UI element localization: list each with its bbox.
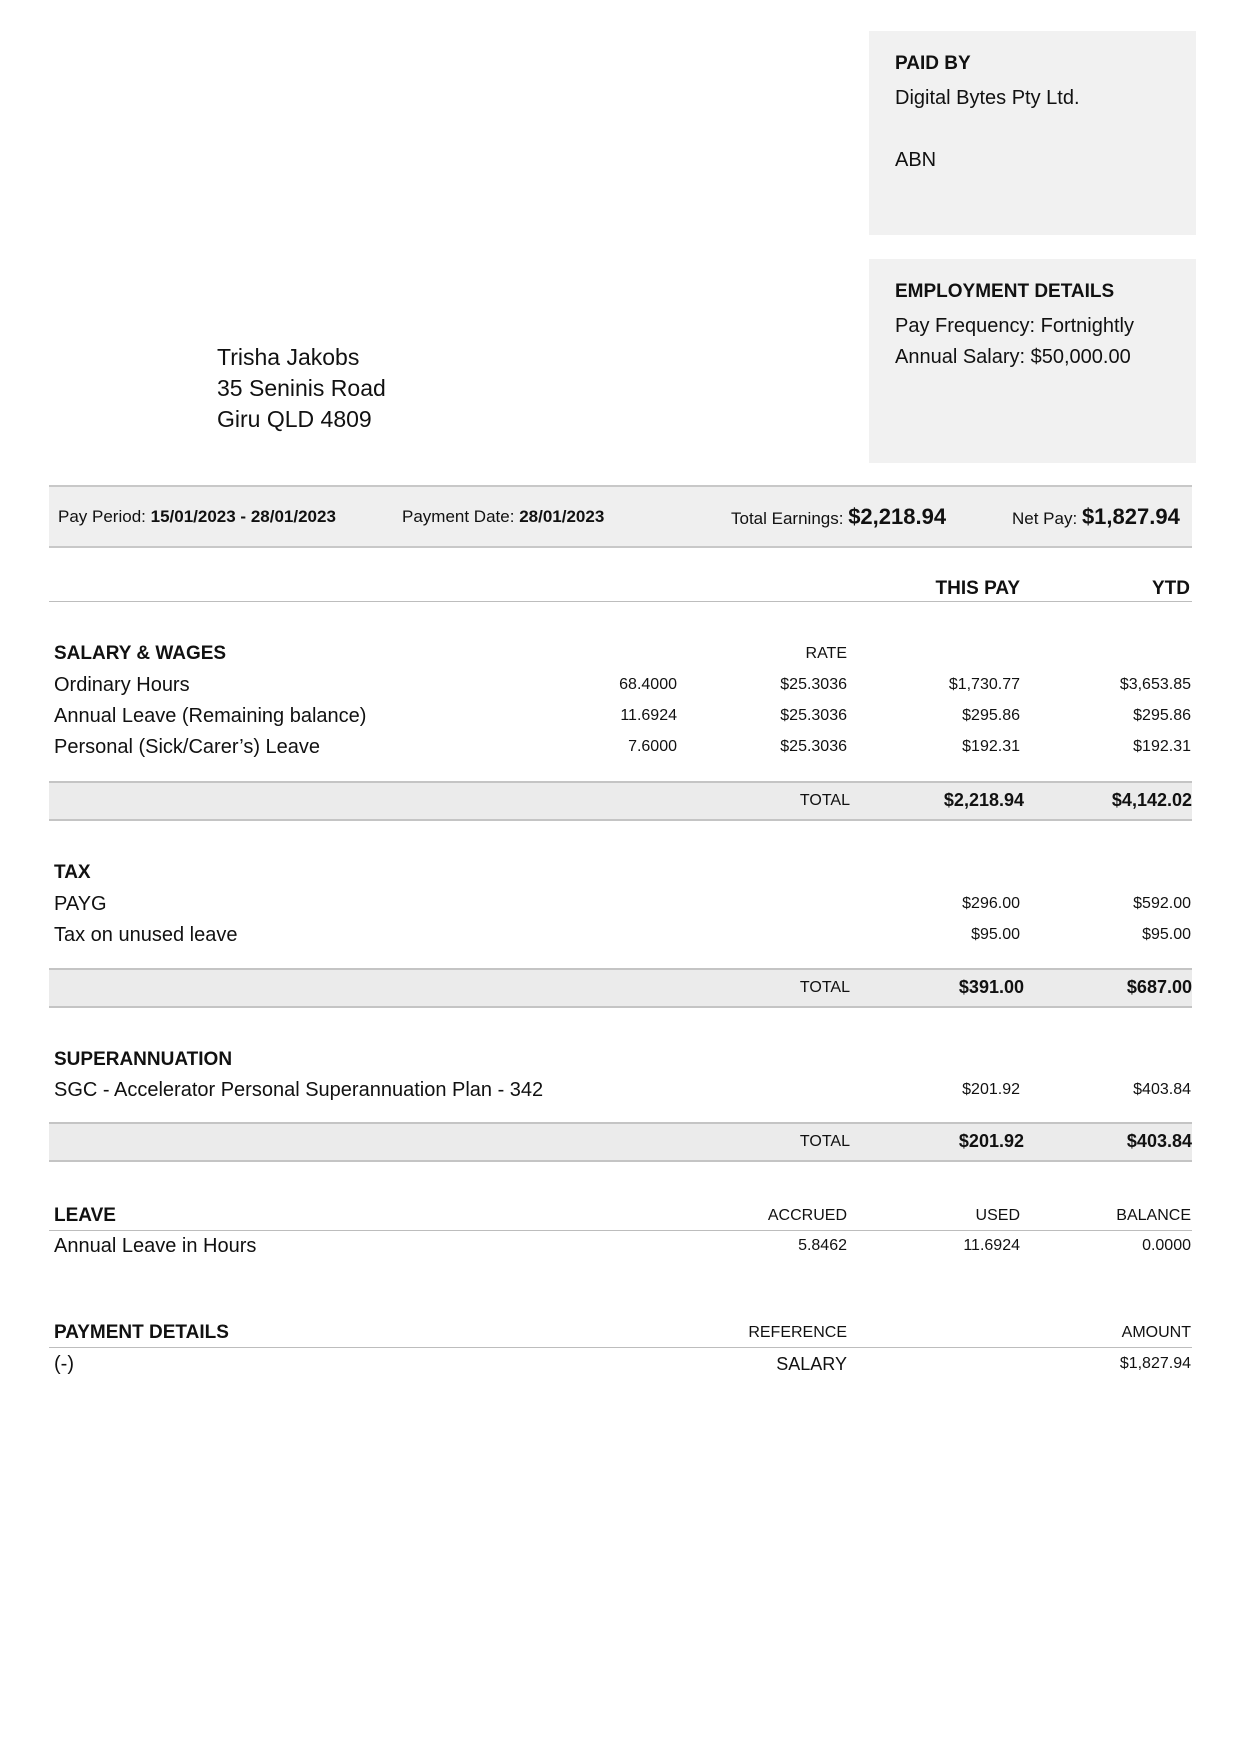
employment-heading: EMPLOYMENT DETAILS (895, 281, 1115, 302)
employment-details-box (869, 259, 1196, 463)
payment-date (402, 487, 604, 546)
tax-row-this-pay: $95.00 (971, 926, 1020, 943)
salary-row-ytd: $295.86 (1133, 707, 1191, 724)
leave-col-balance: BALANCE (1116, 1207, 1191, 1224)
leave-row-accrued: 5.8462 (798, 1237, 847, 1254)
tax-row-ytd: $95.00 (1142, 926, 1191, 943)
leave-row-label: Annual Leave in Hours (54, 1235, 257, 1257)
net-pay-value: $1,827.94 (1081, 504, 1180, 529)
payment-divider (49, 1347, 1192, 1348)
pay-period-label: Pay Period: (58, 507, 146, 526)
tax-row-label: Tax on unused leave (54, 924, 238, 946)
salary-row-ytd: $3,653.85 (1119, 676, 1191, 693)
pay-period (58, 487, 336, 546)
salary-total-this-pay: $2,218.94 (943, 790, 1024, 810)
salary-total-ytd: $4,142.02 (1111, 790, 1192, 810)
net-pay-label: Net Pay: (1012, 509, 1078, 528)
salary-total-label: TOTAL (799, 792, 850, 809)
payment-date-label: Payment Date: (402, 507, 515, 526)
abn-label: ABN (895, 149, 937, 171)
leave-row-balance: 0.0000 (1142, 1237, 1191, 1254)
header-divider (49, 601, 1192, 602)
payment-date-value: 28/01/2023 (519, 507, 605, 526)
tax-row-ytd: $592.00 (1133, 895, 1191, 912)
super-row-ytd: $403.84 (1133, 1081, 1191, 1098)
super-total-this-pay: $201.92 (958, 1131, 1024, 1151)
salary-row-ytd: $192.31 (1133, 738, 1191, 755)
salary-row-hours: 7.6000 (628, 738, 677, 755)
tax-heading: TAX (54, 862, 91, 883)
leave-row-used: 11.6924 (963, 1237, 1020, 1254)
salary-row-rate: $25.3036 (780, 676, 847, 693)
tax-row-label: PAYG (54, 893, 107, 915)
col-ytd: YTD (1152, 578, 1190, 599)
salary-row-rate: $25.3036 (780, 738, 847, 755)
salary-row-this-pay: $192.31 (962, 738, 1020, 755)
employee-street: 35 Seninis Road (217, 375, 386, 401)
net-pay (1012, 487, 1180, 548)
pay-summary-band (49, 485, 1192, 548)
leave-divider (49, 1230, 1192, 1231)
total-earnings-label: Total Earnings: (731, 509, 844, 528)
total-earnings-value: $2,218.94 (848, 504, 947, 529)
salary-row-this-pay: $1,730.77 (948, 676, 1020, 693)
paid-by-box (869, 31, 1196, 235)
salary-row-label: Ordinary Hours (54, 674, 190, 696)
col-this-pay: THIS PAY (935, 578, 1020, 599)
col-rate: RATE (805, 645, 847, 662)
leave-col-used: USED (975, 1207, 1020, 1224)
salary-row-hours: 68.4000 (619, 676, 677, 693)
paid-by-heading: PAID BY (895, 53, 971, 74)
tax-row-this-pay: $296.00 (962, 895, 1020, 912)
salary-row-label: Personal (Sick/Carer’s) Leave (54, 736, 321, 758)
pay-frequency: Pay Frequency: Fortnightly (895, 315, 1134, 337)
company-name: Digital Bytes Pty Ltd. (895, 87, 1080, 109)
leave-col-accrued: ACCRUED (767, 1207, 847, 1224)
employee-name: Trisha Jakobs (217, 344, 360, 370)
salary-row-label: Annual Leave (Remaining balance) (54, 705, 367, 727)
tax-total-ytd: $687.00 (1126, 977, 1192, 997)
super-row-this-pay: $201.92 (962, 1081, 1020, 1098)
leave-heading: LEAVE (54, 1205, 116, 1226)
payment-col-reference: REFERENCE (748, 1324, 847, 1341)
employee-city: Giru QLD 4809 (217, 406, 372, 432)
employee-address (217, 342, 386, 435)
salary-row-rate: $25.3036 (780, 707, 847, 724)
tax-total-label: TOTAL (799, 979, 850, 996)
salary-row-this-pay: $295.86 (962, 707, 1020, 724)
payment-heading: PAYMENT DETAILS (54, 1322, 229, 1343)
payment-row-reference: SALARY (776, 1354, 847, 1374)
annual-salary: Annual Salary: $50,000.00 (895, 346, 1131, 368)
payment-row-label: (-) (54, 1353, 74, 1375)
payment-col-amount: AMOUNT (1121, 1324, 1191, 1341)
salary-heading: SALARY & WAGES (54, 643, 227, 664)
super-row-label: SGC - Accelerator Personal Superannuation Plan - 342 (54, 1079, 544, 1101)
tax-total-this-pay: $391.00 (958, 977, 1024, 997)
super-total-label: TOTAL (799, 1133, 850, 1150)
total-earnings (731, 487, 946, 548)
pay-period-value: 15/01/2023 - 28/01/2023 (150, 507, 336, 526)
super-total-ytd: $403.84 (1126, 1131, 1192, 1151)
salary-row-hours: 11.6924 (620, 707, 677, 724)
super-heading: SUPERANNUATION (54, 1049, 233, 1070)
payment-row-amount: $1,827.94 (1119, 1355, 1191, 1372)
